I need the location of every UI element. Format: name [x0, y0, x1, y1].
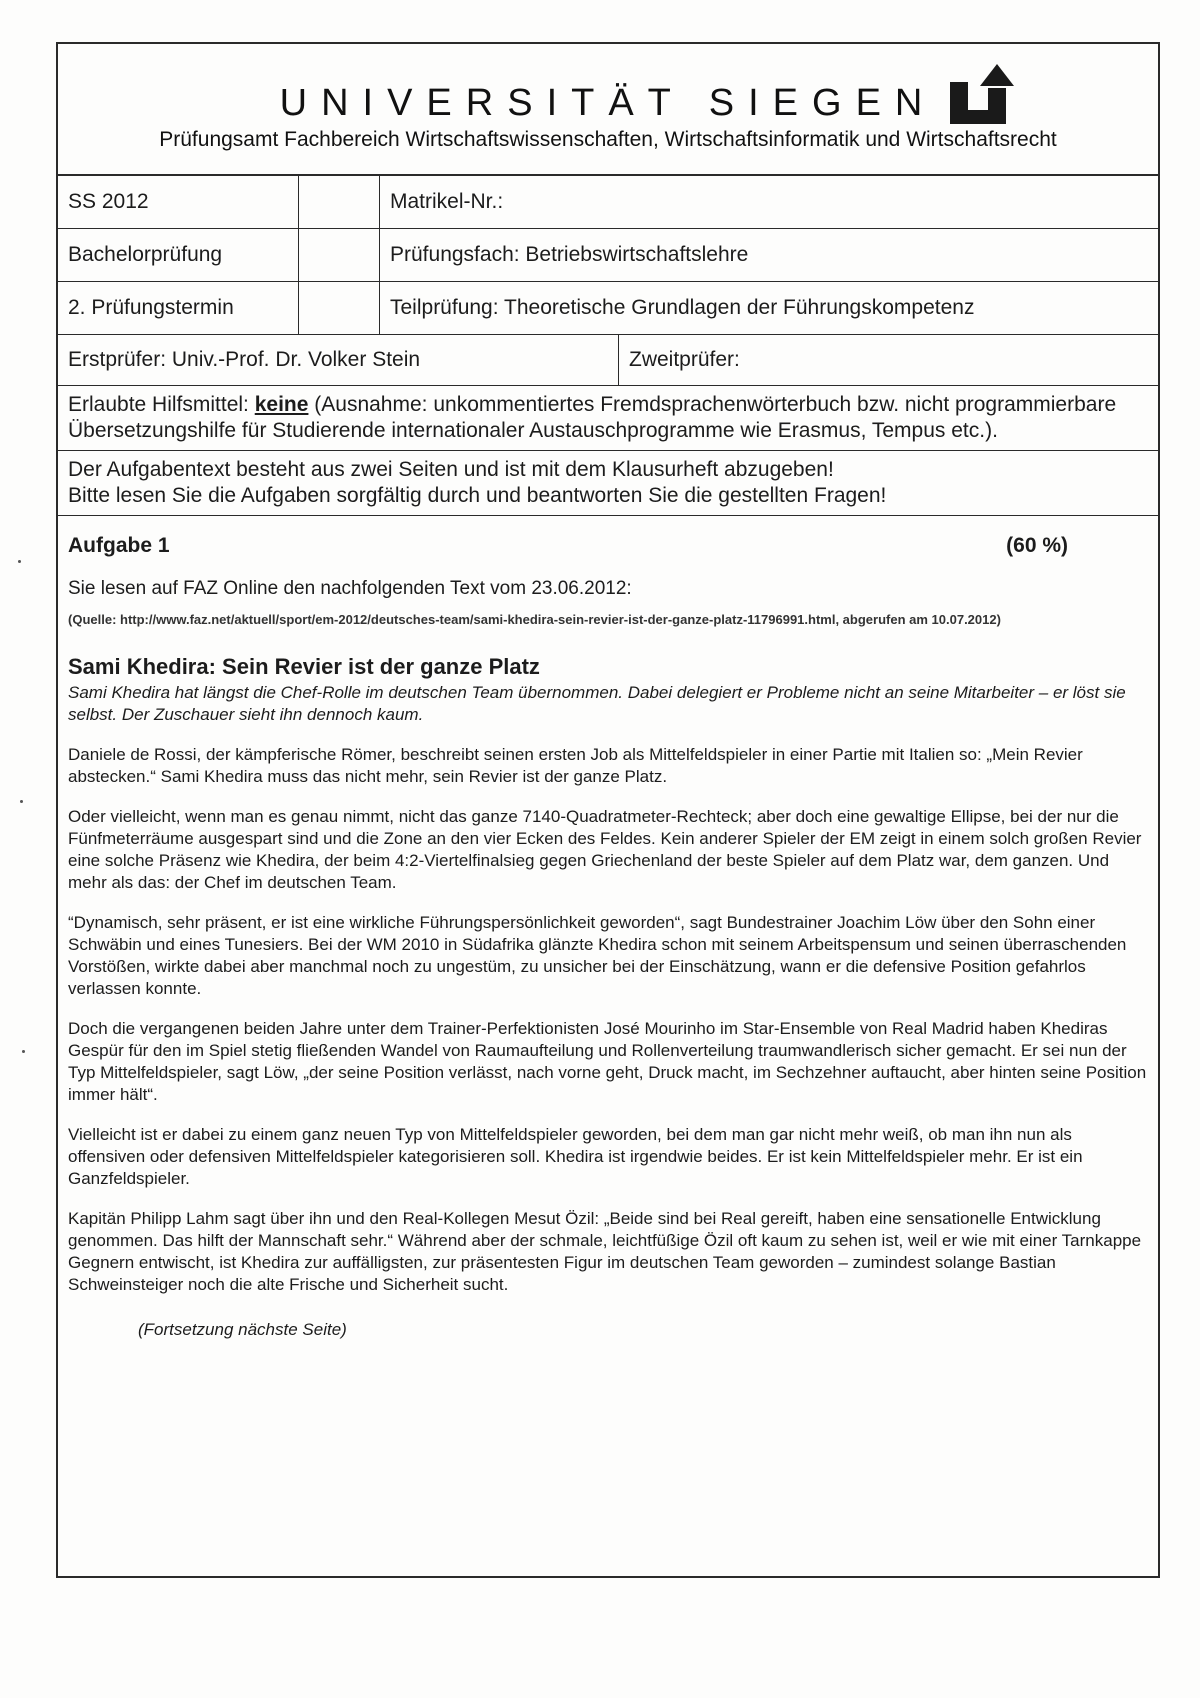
meta-row: [58, 282, 1158, 335]
article-title: Sami Khedira: Sein Revier ist der ganze Platz: [68, 654, 540, 679]
aids-prefix: Erlaubte Hilfsmittel:: [68, 393, 255, 416]
allowed-aids: [58, 386, 1158, 451]
task-intro: Sie lesen auf FAZ Online den nachfolgenden Text vom 23.06.2012:: [68, 578, 632, 599]
task-heading: [68, 534, 1148, 558]
aids-rest: (Ausnahme: unkommentiertes Fremdsprachenwörterbuch bzw. nicht programmierbare Übersetzungshilfe für Studierende internationaler Austauschprogramme wie Erasmus, Tempus etc.).: [68, 393, 1117, 442]
meta-row: [58, 229, 1158, 282]
university-name: UNIVERSITÄT SIEGEN: [279, 82, 937, 124]
article-source: (Quelle: http://www.faz.net/aktuell/sport/em-2012/deutsches-team/sami-khedira-sein-revier-ist-der-ganze-platz-11796991.html, abgerufen am 10.07.2012): [68, 612, 1001, 627]
task-content: [58, 516, 1158, 1340]
task-label: Aufgabe 1: [68, 534, 170, 557]
scan-speck: [18, 560, 21, 563]
matrikel-field: Matrikel-Nr.:: [380, 176, 1159, 229]
continuation-note: (Fortsetzung nächste Seite): [138, 1320, 347, 1339]
exam-part: Teilprüfung: Theoretische Grundlagen der Führungskompetenz: [380, 282, 1159, 335]
university-header: [58, 44, 1158, 176]
aids-keyword: keine: [254, 393, 309, 416]
first-examiner: Erstprüfer: Univ.-Prof. Dr. Volker Stein: [58, 335, 619, 385]
article-paragraph: “Dynamisch, sehr präsent, er ist eine wirkliche Führungspersönlichkeit geworden“, sagt Bundestrainer Joachim Löw über den Sohn einer Schwäbin und eines Tunesiers. Bei der WM 2010 in Südafrika glänzte Khedira schon mit seinem Arbeitspensum und seinen überraschenden Vorstößen, wirkte dabei aber manchmal noch zu ungestüm, zu unsicher bei der Einschätzung, wann er die defensive Position gefahrlos verlassen konnte.: [68, 913, 1127, 998]
exam-office: Prüfungsamt Fachbereich Wirtschaftswissenschaften, Wirtschaftsinformatik und Wirtschaftsrecht: [159, 128, 1057, 151]
article-paragraph: Kapitän Philipp Lahm sagt über ihn und den Real-Kollegen Mesut Özil: „Beide sind bei Real gereift, haben eine sensationelle Entwicklung genommen. Das hilft der Mannschaft sehr.“ Während aber der schmale, leichtfüßige Özil oft kaum zu sehen ist, weil er wie mit einer Tarnkappe Gegnern entwischt, ist Khedira zur auffälligsten, zur präsentesten Figur im deutschen Team geworden – zumindest solange Bastian Schweinsteiger noch die alte Frische und Sicherheit sucht.: [68, 1209, 1142, 1294]
second-examiner: Zweitprüfer:: [629, 348, 740, 371]
article-lead: Sami Khedira hat längst die Chef-Rolle im deutschen Team übernommen. Dabei delegiert er Probleme nicht an seine Mitarbeiter – er löst sie selbst. Der Zuschauer sieht ihn dennoch kaum.: [68, 683, 1126, 724]
scan-speck: [20, 800, 23, 803]
examiner-row: [58, 335, 1158, 386]
exam-notice: [58, 451, 1158, 516]
exam-term: 2. Prüfungstermin: [58, 282, 299, 335]
article-paragraph: Daniele de Rossi, der kämpferische Römer, beschreibt seinen ersten Job als Mittelfeldspieler in einer Partie mit Italien so: „Mein Revier abstecken.“ Sami Khedira muss das nicht mehr, sein Revier ist der ganze Platz.: [68, 745, 1083, 786]
empty-cell: [299, 229, 380, 282]
empty-cell: [299, 176, 380, 229]
notice-line: Der Aufgabentext besteht aus zwei Seiten und ist mit dem Klausurheft abzugeben!: [68, 458, 834, 481]
exam-meta-table: [58, 176, 1158, 335]
exam-sheet: [56, 42, 1160, 1578]
semester: SS 2012: [58, 176, 299, 229]
scan-speck: [22, 1050, 25, 1053]
article-paragraph: Vielleicht ist er dabei zu einem ganz neuen Typ von Mittelfeldspieler geworden, bei dem man gar nicht mehr weiß, ob man ihn nun als offensiven oder defensiven Mittelfeldspieler kategorisieren soll. Khedira ist irgendwie beides. Er ist kein Mittelfeldspieler mehr. Er ist ein Ganzfeldspieler.: [68, 1125, 1083, 1188]
exam-type: Bachelorprüfung: [58, 229, 299, 282]
task-weight: (60 %): [1006, 534, 1068, 557]
article-paragraph: Doch die vergangenen beiden Jahre unter dem Trainer-Perfektionisten José Mourinho im Star-Ensemble von Real Madrid haben Khediras Gespür für den im Spiel stetig fließenden Wandel von Raumaufteilung und Rollenverteilung traumwandlerisch sicher gemacht. Er sei nun der Typ Mittelfeldspieler, sagt Löw, „der seine Position verlässt, nach vorne geht, Druck macht, im Sechzehner auftaucht, aber hinten seine Position immer hält“.: [68, 1019, 1147, 1104]
empty-cell: [299, 282, 380, 335]
article-paragraph: Oder vielleicht, wenn man es genau nimmt, nicht das ganze 7140-Quadratmeter-Rechteck; aber doch eine gewaltige Ellipse, bei der nur die Fünfmeterräume ausgespart sind und die Zone an den vier Ecken des Feldes. Kein anderer Spieler der EM zeigt in einem solch großen Revier eine solche Präsenz wie Khedira, der beim 4:2-Viertelfinalsieg gegen Griechenland der beste Spieler auf dem Platz war, dem ganzen. Und mehr als das: der Chef im deutschen Team.: [68, 807, 1142, 892]
exam-subject: Prüfungsfach: Betriebswirtschaftslehre: [380, 229, 1159, 282]
meta-row: [58, 176, 1158, 229]
notice-line: Bitte lesen Sie die Aufgaben sorgfältig durch und beantworten Sie die gestellten Fragen!: [68, 484, 887, 507]
university-logo-icon: [948, 64, 1018, 126]
